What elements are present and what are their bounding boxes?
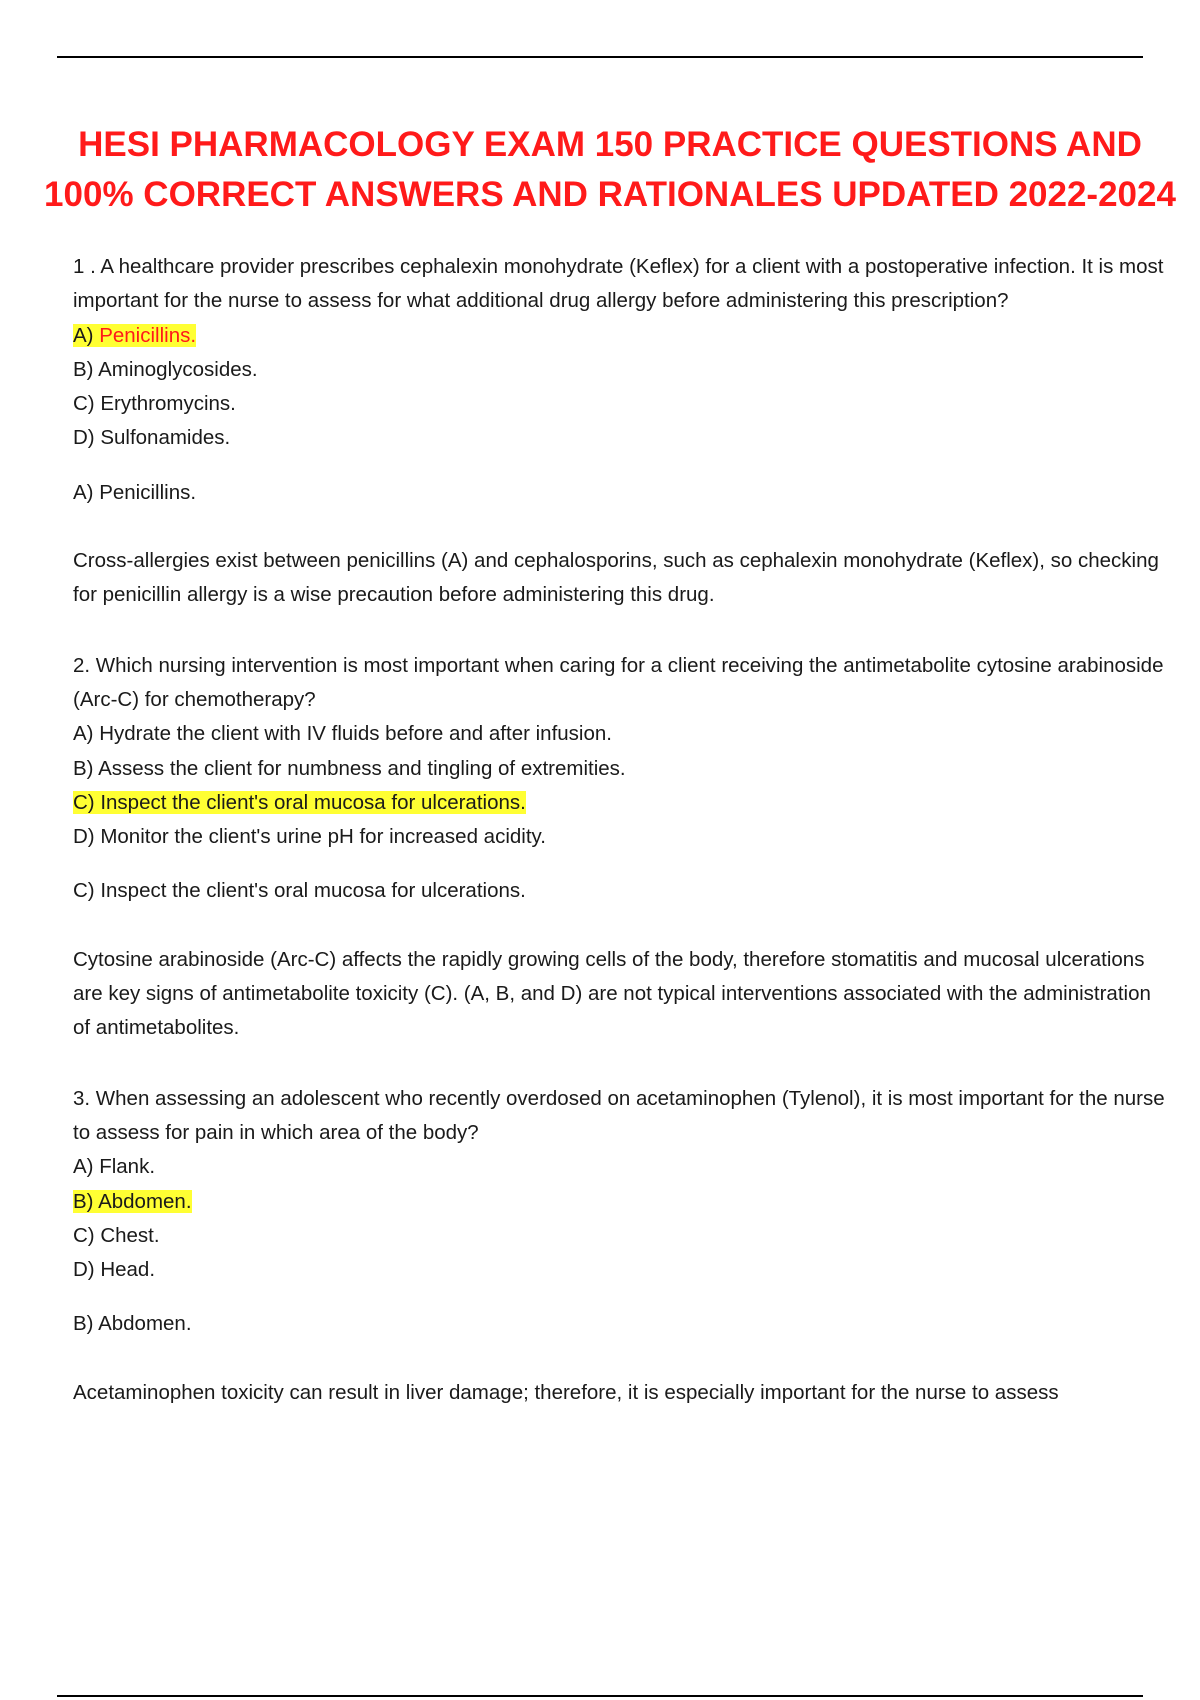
- question-text: 3. When assessing an adolescent who recently overdosed on acetaminophen (Tylenol), it is most important for the nurse to assess for pain in which area of the body?: [73, 1086, 1165, 1144]
- spacer: [73, 1287, 1165, 1307]
- rationale: Acetaminophen toxicity can result in liver damage; therefore, it is especially important for the nurse to assess: [73, 1380, 1059, 1404]
- spacer: [73, 456, 1165, 476]
- option-a: A) Hydrate the client with IV fluids before and after infusion.: [73, 722, 612, 746]
- answer: A) Penicillins.: [73, 480, 197, 504]
- rationale: Cross-allergies exist between penicillins (A) and cephalosporins, such as cephalexin monohydrate (Keflex), so checking for penicillin allergy is a wise precaution before administering this drug.: [73, 549, 1159, 607]
- rationale: Cytosine arabinoside (Arc-C) affects the rapidly growing cells of the body, therefore stomatitis and mucosal ulcerations are key signs of antimetabolite toxicity (C). (A, B, and D) are not typical interventions associated with the administration of antimetabolites.: [73, 947, 1151, 1040]
- option-d: D) Monitor the client's urine pH for increased acidity.: [73, 825, 546, 849]
- correct-option-highlight: [73, 324, 196, 347]
- option-b: B) Assess the client for numbness and tingling of extremities.: [73, 756, 626, 780]
- option-b: B) Aminoglycosides.: [73, 357, 258, 381]
- document-title: [40, 120, 1180, 220]
- spacer: [73, 510, 1165, 544]
- option-a: A) Flank.: [73, 1155, 156, 1179]
- spacer: [73, 854, 1165, 874]
- option-c: [73, 786, 1165, 820]
- option-a: [73, 319, 1165, 353]
- option-text: Penicillins.: [99, 323, 197, 347]
- title-line-1: HESI PHARMACOLOGY EXAM 150 PRACTICE QUESTIONS AND: [78, 125, 1142, 164]
- spacer: [73, 1046, 1165, 1082]
- spacer: [73, 909, 1165, 943]
- correct-option-highlight: C) Inspect the client's oral mucosa for ulcerations.: [73, 790, 526, 814]
- spacer: [73, 613, 1165, 649]
- top-rule: [57, 56, 1143, 58]
- option-b: [73, 1185, 1165, 1219]
- option-d: D) Head.: [73, 1258, 156, 1282]
- question-3: [73, 1082, 1165, 1410]
- spacer: [73, 1342, 1165, 1376]
- answer: C) Inspect the client's oral mucosa for ulcerations.: [73, 879, 526, 903]
- question-1: [73, 250, 1165, 613]
- option-d: D) Sulfonamides.: [73, 426, 231, 450]
- title-line-2: 100% CORRECT ANSWERS AND RATIONALES UPDATED 2022-2024: [44, 175, 1176, 214]
- question-text: 2. Which nursing intervention is most important when caring for a client receiving the antimetabolite cytosine arabinoside (Arc-C) for chemotherapy?: [73, 653, 1164, 711]
- answer: B) Abdomen.: [73, 1312, 192, 1336]
- correct-option-highlight: B) Abdomen.: [73, 1189, 192, 1213]
- option-c: C) Erythromycins.: [73, 392, 236, 416]
- option-c: C) Chest.: [73, 1223, 160, 1247]
- bottom-rule: [57, 1695, 1143, 1697]
- question-2: [73, 649, 1165, 1046]
- question-text: 1 . A healthcare provider prescribes cephalexin monohydrate (Keflex) for a client with a postoperative infection. It is most important for the nurse to assess for what additional drug allergy before administering this prescription?: [73, 255, 1164, 313]
- document-body: [73, 250, 1165, 1410]
- option-letter: A): [73, 323, 94, 347]
